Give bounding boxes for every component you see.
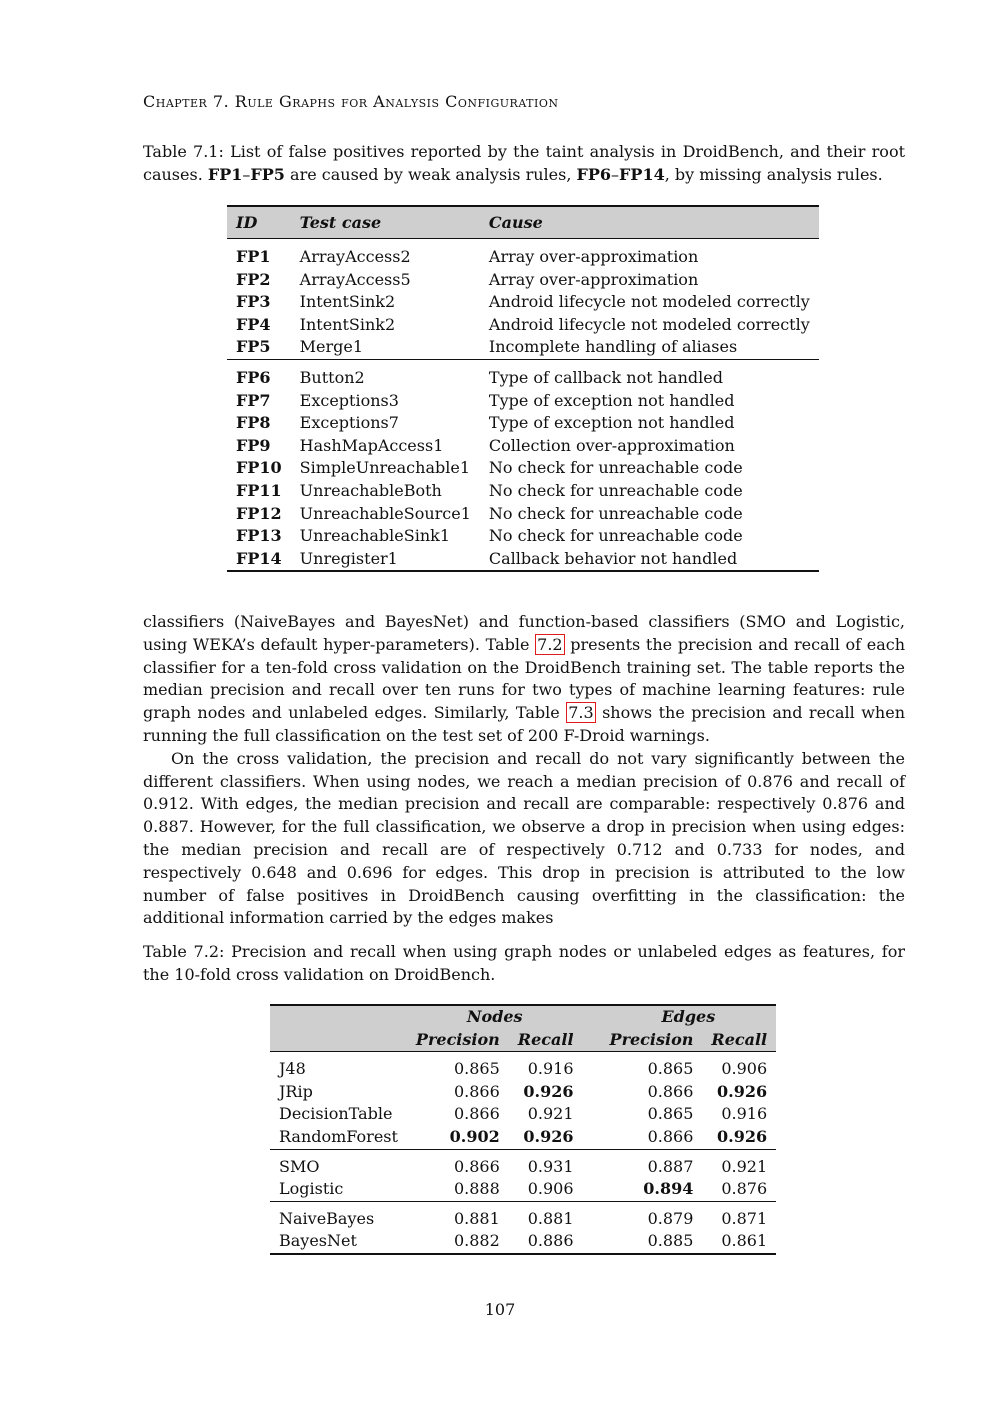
table-row — [270, 1156, 776, 1179]
test-case: ArrayAccess2 — [299, 247, 411, 266]
value-cell: 0.866 — [453, 1104, 500, 1124]
value-cell: 0.931 — [527, 1156, 574, 1176]
cause: Incomplete handling of aliases — [488, 337, 738, 357]
table-ref-link[interactable]: 7.2 — [537, 634, 563, 654]
cause: No check for unreachable code — [488, 526, 743, 546]
value-cell: 0.902 — [449, 1126, 500, 1146]
precision-recall-table — [270, 1004, 776, 1255]
test-case: IntentSink2 — [299, 314, 396, 334]
table-row — [227, 390, 819, 413]
header-nodes: Nodes — [466, 1007, 523, 1026]
table-subheader-row — [270, 1029, 776, 1052]
cause: Type of exception not handled — [488, 413, 735, 433]
header-id: ID — [236, 213, 258, 232]
fp-id: FP12 — [236, 503, 282, 523]
classifier-name: J48 — [279, 1059, 306, 1079]
fp-id: FP2 — [236, 269, 271, 289]
value-cell: 0.916 — [527, 1059, 574, 1079]
cause: Type of callback not handled — [488, 367, 723, 387]
test-case: UnreachableBoth — [299, 480, 442, 500]
table-row — [227, 412, 819, 435]
value-cell: 0.866 — [647, 1126, 694, 1146]
table-row — [227, 336, 819, 359]
fp-id: FP10 — [236, 458, 282, 478]
table-row — [270, 1178, 776, 1201]
fp-id: FP5 — [236, 337, 271, 357]
table-row — [270, 1126, 776, 1149]
value-cell: 0.865 — [647, 1104, 694, 1124]
classifier-name: NaiveBayes — [279, 1208, 375, 1228]
value-cell: 0.881 — [527, 1208, 574, 1228]
table-row — [227, 314, 819, 337]
value-cell: 0.926 — [717, 1081, 768, 1101]
header-nodes-recall: Recall — [517, 1029, 574, 1049]
cause: Callback behavior not handled — [488, 548, 738, 568]
value-cell: 0.926 — [523, 1126, 574, 1146]
classifier-name: RandomForest — [279, 1126, 398, 1146]
value-cell: 0.926 — [717, 1126, 768, 1146]
test-case: IntentSink2 — [299, 292, 396, 312]
table-ref-link[interactable]: 7.3 — [568, 703, 594, 723]
table-row — [227, 457, 819, 480]
value-cell: 0.916 — [721, 1104, 768, 1124]
value-cell: 0.861 — [721, 1231, 768, 1251]
test-case: SimpleUnreachable1 — [299, 458, 470, 478]
value-cell: 0.866 — [453, 1081, 500, 1101]
test-case: Unregister1 — [299, 548, 398, 568]
value-cell: 0.887 — [647, 1156, 694, 1176]
page-number: 107 — [484, 1300, 516, 1319]
table-row — [227, 246, 819, 269]
table-row — [227, 367, 819, 390]
header-test-case: Test case — [299, 213, 382, 232]
body-text — [143, 611, 905, 930]
classifier-name: Logistic — [279, 1179, 344, 1199]
fp-id: FP8 — [236, 413, 271, 433]
cause: Type of exception not handled — [488, 390, 735, 410]
fp-id: FP14 — [236, 548, 282, 568]
fp-id: FP9 — [236, 435, 271, 455]
header-cause: Cause — [488, 213, 543, 232]
table-row — [270, 1208, 776, 1231]
value-cell: 0.871 — [721, 1208, 768, 1228]
cause: Array over-approximation — [488, 247, 699, 266]
table-group-header-row — [270, 1005, 776, 1029]
table-row — [227, 480, 819, 503]
test-case: Button2 — [299, 367, 365, 387]
value-cell: 0.882 — [453, 1231, 500, 1251]
value-cell: 0.866 — [453, 1156, 500, 1176]
test-case: UnreachableSink1 — [299, 526, 450, 546]
table-row — [227, 548, 819, 572]
table-row — [227, 291, 819, 314]
table-row — [227, 525, 819, 548]
table-row — [227, 269, 819, 292]
value-cell: 0.921 — [721, 1156, 768, 1176]
table1-caption: Table 7.1: List of false positives reported by the taint analysis in DroidBench, and their root causes. FP1–FP5 are caused by weak analysis rules, FP6–FP14, by missing analysis rules. — [143, 142, 905, 184]
fp-id: FP13 — [236, 526, 282, 546]
cause: No check for unreachable code — [488, 503, 743, 523]
value-cell: 0.876 — [721, 1179, 768, 1199]
header-nodes-precision: Precision — [415, 1029, 500, 1049]
table-row — [227, 435, 819, 458]
running-head: Chapter 7. Rule Graphs for Analysis Configuration — [143, 92, 559, 111]
table-header-row — [227, 206, 819, 239]
test-case: Exceptions3 — [299, 390, 399, 410]
table-row — [270, 1103, 776, 1126]
value-cell: 0.894 — [643, 1179, 694, 1199]
test-case: Exceptions7 — [299, 413, 399, 433]
value-cell: 0.865 — [647, 1059, 694, 1079]
test-case: Merge1 — [299, 337, 364, 357]
header-edges-precision: Precision — [609, 1029, 694, 1049]
value-cell: 0.906 — [527, 1179, 574, 1199]
value-cell: 0.888 — [453, 1179, 500, 1199]
test-case: UnreachableSource1 — [299, 503, 471, 523]
paragraph: On the cross validation, the precision and recall do not vary significantly between the different classifiers. When using nodes, we reach a median precision of 0.876 and recall of 0.912. With edges, the median precision and recall are comparable: respectively 0.876 and 0.887. However, for the full classification, we observe a drop in precision when using edges: the median precision and recall are of respectively 0.712 and 0.733 for nodes, and respectively 0.648 and 0.696 for edges. This drop in precision is attributed to the low number of false positives in DroidBench causing overfitting in the classification: the additional information carried by the edges makes — [143, 748, 905, 928]
value-cell: 0.921 — [527, 1104, 574, 1124]
paragraph: classifiers (NaiveBayes and BayesNet) and function-based classifiers (SMO and Logistic, using WEKA’s default hyper-parameters). Table 7.2 presents the precision and recall of each classifier for a ten-fold cross validation on the DroidBench training set. The table reports the median precision and recall over ten runs for two types of machine learning features: rule graph nodes and unlabeled edges. Similarly, Table 7.3 shows the precision and recall when running the full classification on the test set of 200 F-Droid warnings. — [143, 612, 906, 745]
fp-id: FP11 — [236, 480, 282, 500]
classifier-name: JRip — [279, 1081, 313, 1101]
test-case: HashMapAccess1 — [299, 435, 444, 455]
table-row — [227, 503, 819, 526]
fp-id: FP3 — [236, 292, 271, 312]
fp-id: FP1 — [236, 247, 271, 266]
classifier-name: DecisionTable — [279, 1104, 393, 1124]
table-row — [270, 1081, 776, 1104]
value-cell: 0.881 — [453, 1208, 500, 1228]
cause: Android lifecycle not modeled correctly — [488, 314, 810, 334]
header-edges-recall: Recall — [711, 1029, 768, 1049]
test-case: ArrayAccess5 — [299, 269, 411, 289]
header-edges: Edges — [661, 1007, 716, 1026]
table-row — [270, 1058, 776, 1081]
table2-caption: Table 7.2: Precision and recall when using graph nodes or unlabeled edges as features, for the 10-fold cross validation on DroidBench. — [143, 942, 905, 984]
value-cell: 0.866 — [647, 1081, 694, 1101]
cause: Array over-approximation — [488, 269, 699, 289]
value-cell: 0.886 — [527, 1231, 574, 1251]
value-cell: 0.885 — [647, 1231, 694, 1251]
fp-id: FP7 — [236, 390, 271, 410]
value-cell: 0.906 — [721, 1059, 768, 1079]
fp-id: FP6 — [236, 367, 271, 387]
fp-id: FP4 — [236, 314, 271, 334]
table-row — [270, 1230, 776, 1254]
cause: Android lifecycle not modeled correctly — [488, 292, 810, 312]
value-cell: 0.926 — [523, 1081, 574, 1101]
cause: Collection over-approximation — [488, 435, 735, 455]
value-cell: 0.879 — [647, 1208, 694, 1228]
cause: No check for unreachable code — [488, 480, 743, 500]
false-positives-table — [227, 205, 819, 572]
cause: No check for unreachable code — [488, 458, 743, 478]
value-cell: 0.865 — [453, 1059, 500, 1079]
classifier-name: SMO — [279, 1156, 320, 1176]
classifier-name: BayesNet — [279, 1231, 357, 1251]
